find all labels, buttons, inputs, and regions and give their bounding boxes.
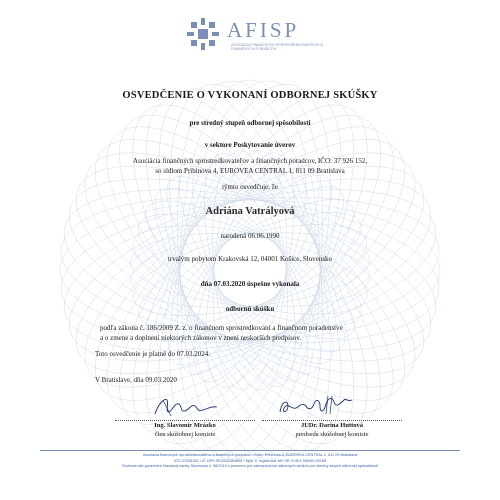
certificate-title: OSVEDČENIE O VYKONANÍ ODBORNEJ SKÚŠKY [122,90,378,101]
guilloche-ellipse [60,200,440,340]
logo-subtitle: ASOCIÁCIA FINANČNÝCH SPROSTREDKOVATEĽOV A FINANČNÝCH PORADCOV [231,43,323,52]
signatory-2-name: JUDr. Darina Huttová [300,422,364,429]
signatory-1-name: Ing. Slavomír Mrázko [154,422,216,429]
logo-text: AFISP [227,18,300,42]
guilloche-inner-ellipse [125,206,375,334]
footer-line-1: Asociácia finančných sprostredkovateľov a finančných poradcov • Sídlo: Pribinova 4, EUROVEA CENTRAL 1, 811 09 Bratislava [142,453,358,457]
certificate-sector: v sektore Poskytovanie úverov [204,141,296,149]
signature-line-2 [262,420,402,421]
signature-mrazko [125,392,245,420]
holder-residence: trvalým pobytom Krakovská 12, 04001 Košice, Slovensko [167,255,333,263]
holder-name: Adriána Vatrályová [205,206,295,217]
signature-line-1 [115,420,255,421]
signatory-2-role: predseda skúšobnej komisie [295,431,369,438]
guilloche-ellipse [48,141,453,399]
issuer-line-1: Asociácia finančných sprostredkovateľov a finančných poradcov, IČO: 37 926 152, [133,157,367,165]
law-reference [100,323,420,343]
holder-birth-date: narodená 06.06.1990 [220,232,280,240]
signatory-1-role: člen skúšobnej komisie [154,431,216,438]
signature-huttova [262,392,382,420]
exam-type: odbornú skúšku [225,305,275,313]
guilloche-ellipse [48,141,453,399]
footer-line-3: Rozhodnutie guvernéra Národnej banky Slovenska č. 98/2019 o poverení pre zabezpečenie odborných skúšok pre stredný stupeň odbornej spôsobilosti [122,464,378,469]
afisp-logo-mark-icon [185,16,221,52]
law-line-2: a o zmene a doplnení niektorých zákonov v znení neskorších predpisov. [100,334,302,342]
guilloche-inner-ellipse [136,164,364,376]
afisp-logo [185,16,325,66]
guilloche-inner-ellipse [125,208,375,332]
issuer-line-2: so sídlom Pribinova 4, EUROVEA CENTRAL 1, 811 09 Bratislava [155,167,345,175]
footer-line-2: IČO 37926152 • IČ DPH SK2022084899 • Spis. č. registrácie MV SR VVS/1-900/90-30188 [173,458,327,463]
validity-text: Toto osvedčenie je platné do 07.03.2024. [95,350,210,358]
exam-passed-date: dňa 07.03.2020 úspešne vykonala [200,280,300,288]
certifies-text: týmto osvedčuje, že [222,183,278,191]
law-line-1: podľa zákona č. 186/2009 Z. z. o finančnom sprostredkovaní a finančnom poradenstve [100,324,343,332]
place-date: V Bratislave, dňa 09.03.2020 [95,376,177,384]
certificate-footer [40,450,460,470]
certificate-level: pre stredný stupeň odbornej spôsobilosti [189,119,311,127]
